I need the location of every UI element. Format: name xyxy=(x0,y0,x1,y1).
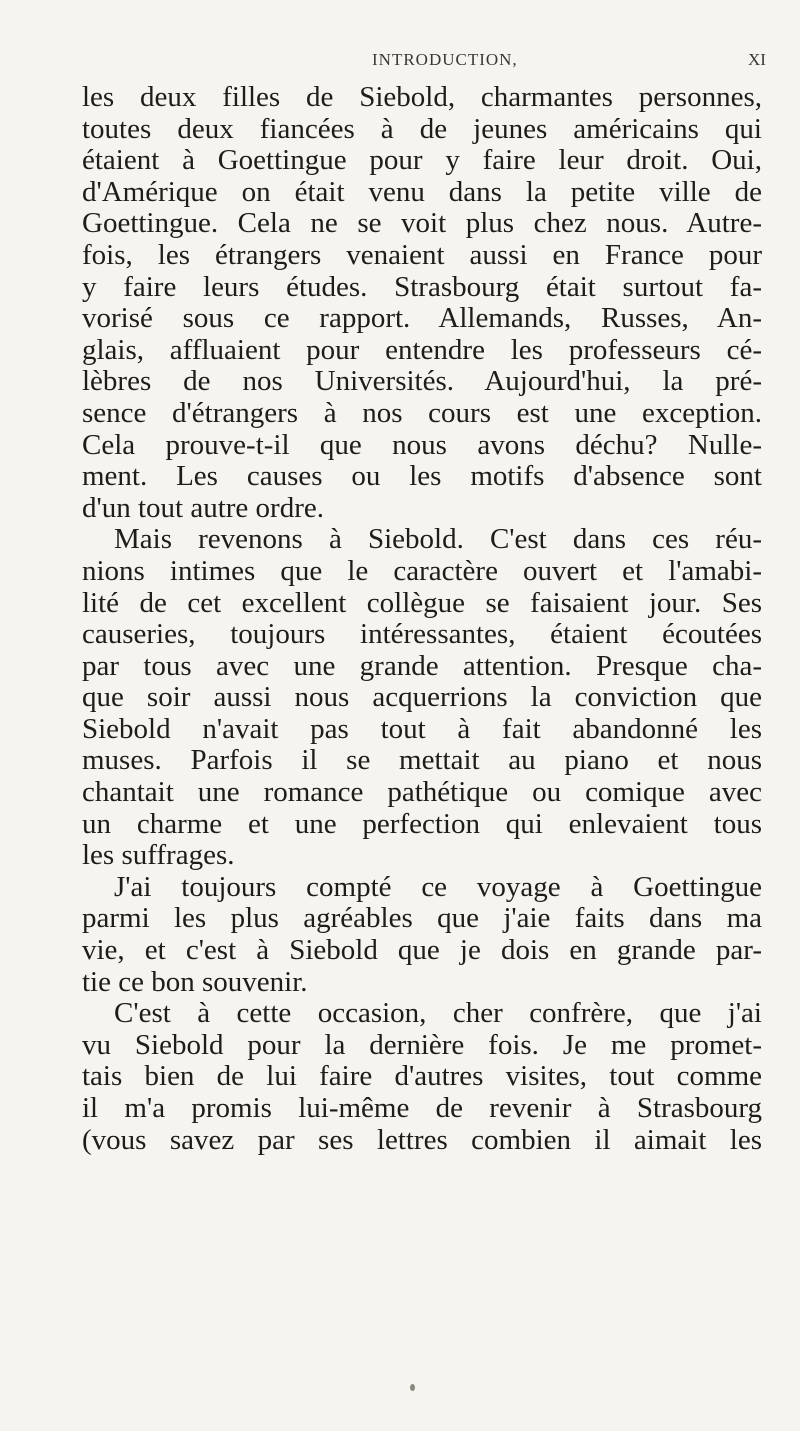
text-line: Siebold n'avait pas tout à fait abandonné les xyxy=(82,712,762,745)
body-text xyxy=(82,82,762,1156)
text-line: sence d'étrangers à nos cours est une exception. xyxy=(82,396,762,429)
paragraph-3 xyxy=(82,872,762,998)
text-line: C'est à cette occasion, cher confrère, que j'ai xyxy=(114,997,762,1030)
text-line: étaient à Goettingue pour y faire leur droit. Oui, xyxy=(82,144,762,177)
paragraph-1 xyxy=(82,82,762,524)
text-line: il m'a promis lui-même de revenir à Strasbourg xyxy=(82,1092,762,1124)
page-number: XI xyxy=(748,50,766,69)
text-line: vie, et c'est à Siebold que je dois en grande par- xyxy=(82,934,762,967)
paragraph-2 xyxy=(82,524,762,872)
text-line: tais bien de lui faire d'autres visites, tout comme xyxy=(82,1060,762,1093)
text-line: par tous avec une grande attention. Presque cha- xyxy=(82,649,762,682)
text-line: causeries, toujours intéressantes, étaient écoutées xyxy=(82,618,762,651)
text-line: Goettingue. Cela ne se voit plus chez nous. Autre- xyxy=(82,207,762,240)
text-line: y faire leurs études. Strasbourg était surtout fa- xyxy=(82,270,762,303)
text-line: nions intimes que le caractère ouvert et l'amabi- xyxy=(82,554,762,587)
text-line: parmi les plus agréables que j'aie faits dans ma xyxy=(82,902,762,935)
text-line: glais, affluaient pour entendre les professeurs cé- xyxy=(82,333,762,366)
text-line: vu Siebold pour la dernière fois. Je me promet- xyxy=(82,1028,762,1061)
text-line: toutes deux fiancées à de jeunes américains qui xyxy=(82,112,762,145)
text-line: ment. Les causes ou les motifs d'absence sont xyxy=(82,460,762,493)
text-line: un charme et une perfection qui enlevaient tous xyxy=(82,807,762,840)
text-line: muses. Parfois il se mettait au piano et nous xyxy=(82,744,762,777)
running-head xyxy=(0,50,800,74)
text-line: vorisé sous ce rapport. Allemands, Russes, An- xyxy=(82,302,762,335)
text-line: lèbres de nos Universités. Aujourd'hui, la pré- xyxy=(82,365,762,398)
text-line: chantait une romance pathétique ou comique avec xyxy=(82,776,762,809)
text-line: J'ai toujours compté ce voyage à Goettingue xyxy=(114,870,762,903)
text-line: Mais revenons à Siebold. C'est dans ces réu- xyxy=(114,523,762,556)
text-line: (vous savez par ses lettres combien il aimait les xyxy=(82,1123,762,1156)
running-title: INTRODUCTION, xyxy=(372,50,518,69)
text-line: fois, les étrangers venaient aussi en France pour xyxy=(82,238,762,271)
text-line: d'un tout autre ordre. xyxy=(82,491,324,524)
text-line: que soir aussi nous acquerrions la conviction que xyxy=(82,681,762,714)
text-line: tie ce bon souvenir. xyxy=(82,965,308,998)
text-line: les suffrages. xyxy=(82,839,235,872)
ink-speck xyxy=(410,1384,415,1391)
text-line: lité de cet excellent collègue se faisaient jour. Ses xyxy=(82,586,762,619)
paragraph-4 xyxy=(82,998,762,1156)
text-line: les deux filles de Siebold, charmantes personnes, xyxy=(82,81,762,113)
text-line: d'Amérique on était venu dans la petite ville de xyxy=(82,175,762,208)
text-line: Cela prouve-t-il que nous avons déchu? Nulle- xyxy=(82,428,762,461)
